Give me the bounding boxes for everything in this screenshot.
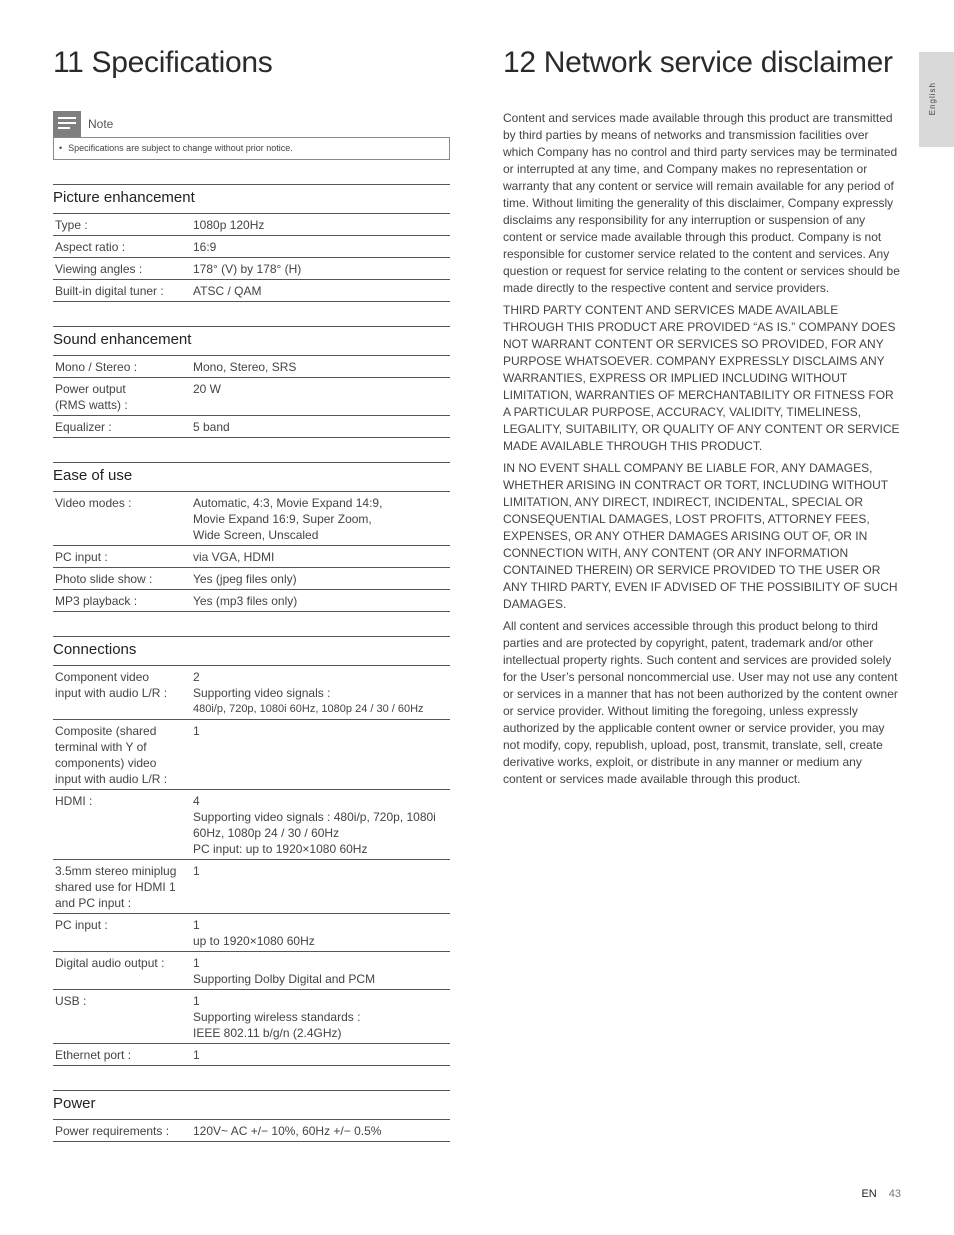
spec-section-title: Power: [53, 1091, 450, 1120]
language-tab: [919, 52, 954, 147]
spec-value-line: Supporting Dolby Digital and PCM: [193, 972, 376, 986]
spec-row: [53, 666, 450, 720]
spec-key-line: Photo slide show :: [55, 572, 153, 586]
spec-row: [53, 860, 450, 914]
spec-key-line: HDMI :: [55, 794, 93, 808]
spec-key-line: Built-in digital tuner :: [55, 284, 164, 298]
spec-key: [53, 568, 191, 590]
spec-key-line: shared use for HDMI 1: [55, 880, 176, 894]
spec-table: [53, 214, 450, 302]
spec-key-line: Equalizer :: [55, 420, 112, 434]
spec-key-line: Power requirements :: [55, 1124, 170, 1138]
spec-value-line: 1: [193, 956, 200, 970]
spec-value-line: PC input: up to 1920×1080 60Hz: [193, 842, 368, 856]
spec-key: [53, 378, 191, 416]
spec-table: [53, 492, 450, 612]
spec-key: [53, 590, 191, 612]
spec-value-line: Automatic, 4:3, Movie Expand 14:9,: [193, 496, 383, 510]
spec-value: [191, 1120, 450, 1142]
spec-row: [53, 492, 450, 546]
note-bullet: •: [59, 143, 63, 153]
spec-key: [53, 914, 191, 952]
spec-row: [53, 790, 450, 860]
spec-value-line: ATSC / QAM: [193, 284, 262, 298]
spec-value-line: 60Hz, 1080p 24 / 30 / 60Hz: [193, 826, 340, 840]
spec-section-title: Picture enhancement: [53, 185, 450, 214]
spec-key: [53, 236, 191, 258]
spec-key-line: Component video: [55, 670, 150, 684]
spec-value-line: 4: [193, 794, 200, 808]
page-footer: [861, 1188, 901, 1200]
spec-section: [53, 184, 450, 302]
spec-value-line: 480i/p, 720p, 1080i 60Hz, 1080p 24 / 30 / 60Hz: [193, 703, 424, 715]
spec-value: [191, 280, 450, 302]
chapter-title-disclaimer: [503, 44, 900, 82]
spec-value-line: 5 band: [193, 420, 230, 434]
spec-value-line: 1: [193, 918, 200, 932]
spec-section: [53, 636, 450, 1066]
spec-key-line: USB :: [55, 994, 87, 1008]
spec-value-line: 16:9: [193, 240, 217, 254]
spec-key-line: Viewing angles :: [55, 262, 143, 276]
spec-value: [191, 214, 450, 236]
spec-value: [191, 356, 450, 378]
spec-value-line: Mono, Stereo, SRS: [193, 360, 297, 374]
footer-language: EN: [861, 1188, 877, 1200]
spec-value-line: 1: [193, 1048, 200, 1062]
spec-row: [53, 280, 450, 302]
note-box: [53, 137, 450, 160]
spec-value-line: Supporting video signals :: [193, 686, 331, 700]
spec-value: [191, 416, 450, 438]
spec-row: [53, 914, 450, 952]
spec-value: [191, 258, 450, 280]
spec-key: [53, 214, 191, 236]
spec-section: [53, 326, 450, 438]
spec-key: [53, 1120, 191, 1142]
spec-value: [191, 546, 450, 568]
spec-value-line: via VGA, HDMI: [193, 550, 275, 564]
spec-value-line: 20 W: [193, 382, 222, 396]
spec-value-line: 1: [193, 994, 200, 1008]
spec-key-line: (RMS watts) :: [55, 398, 128, 412]
spec-key: [53, 280, 191, 302]
spec-row: [53, 990, 450, 1044]
spec-key: [53, 790, 191, 860]
spec-section: [53, 1090, 450, 1142]
spec-value: [191, 860, 450, 914]
spec-row: [53, 356, 450, 378]
spec-key: [53, 720, 191, 790]
spec-key-line: PC input :: [55, 550, 108, 564]
spec-row: [53, 1120, 450, 1142]
page-number: 43: [888, 1188, 901, 1200]
chapter-title-specifications: [53, 44, 450, 82]
spec-key: [53, 258, 191, 280]
disclaimer-body: [503, 110, 900, 788]
spec-key-line: Aspect ratio :: [55, 240, 126, 254]
chapter-title-text: Specifications: [91, 46, 273, 79]
spec-key-line: MP3 playback :: [55, 594, 138, 608]
note-block: [53, 111, 450, 160]
spec-key-line: Power output: [55, 382, 126, 396]
spec-value-line: 1080p 120Hz: [193, 218, 265, 232]
spec-key: [53, 546, 191, 568]
spec-value: [191, 236, 450, 258]
spec-key-line: input with audio L/R :: [55, 772, 168, 786]
disclaimer-paragraph: THIRD PARTY CONTENT AND SERVICES MADE AVAILABLE THROUGH THIS PRODUCT ARE PROVIDED “AS IS.” COMPANY DOES NOT WARRANT CONTENT OR SERVICES SO PROVIDED, FOR ANY PURPOSE WHATSOEVER. COMPANY EXPRESSLY DISCLAIMS ANY WARRANTIES, EXPRESS OR IMPLIED INCLUDING WITHOUT LIMITATION, WARRANTIES OF MERCHANTABILITY OR FITNESS FOR A PARTICULAR PURPOSE, ACCURACY, VALIDITY, TIMELINESS, LEGALITY, SUITABILITY, OR QUALITY OF ANY CONTENT OR SERVICE MADE AVAILABLE THROUGH THIS PRODUCT.: [503, 303, 900, 453]
spec-value: [191, 492, 450, 546]
spec-table: [53, 1120, 450, 1142]
spec-sections: [53, 184, 450, 1142]
spec-section-title: Sound enhancement: [53, 327, 450, 356]
chapter-number: 11: [53, 46, 84, 79]
chapter-title-text: Network service disclaimer: [543, 46, 893, 79]
spec-row: [53, 952, 450, 990]
note-icon: [53, 111, 81, 137]
spec-table: [53, 356, 450, 438]
spec-key: [53, 990, 191, 1044]
spec-key: [53, 416, 191, 438]
spec-key-line: Video modes :: [55, 496, 132, 510]
spec-value-line: Yes (jpeg files only): [193, 572, 297, 586]
spec-key-line: Digital audio output :: [55, 956, 165, 970]
spec-value: [191, 378, 450, 416]
spec-value: [191, 1044, 450, 1066]
spec-value-line: 178° (V) by 178° (H): [193, 262, 302, 276]
spec-value-line: 1: [193, 724, 200, 738]
spec-key-line: PC input :: [55, 918, 108, 932]
spec-key-line: and PC input :: [55, 896, 132, 910]
disclaimer-paragraph: All content and services accessible through this product belong to third parties and are protected by copyright, patent, trademark and/or other intellectual property rights. Such content and services are provided solely for the User’s personal noncommercial use. User may not use any content or services in a manner that has not been authorized by the content owner or service provider. Without limiting the foregoing, unless expressly authorized by the applicable content owner or service provider, you may not modify, copy, republish, upload, post, transmit, translate, sell, create derivative works, exploit, or distribute in any manner or medium any content or services made available through this product.: [503, 619, 898, 786]
spec-row: [53, 1044, 450, 1066]
note-header: [53, 111, 450, 137]
spec-key-line: input with audio L/R :: [55, 686, 168, 700]
spec-key-line: Type :: [55, 218, 88, 232]
spec-value-line: 120V~ AC +/− 10%, 60Hz +/− 0.5%: [193, 1124, 382, 1138]
spec-key: [53, 492, 191, 546]
spec-key: [53, 1044, 191, 1066]
spec-value: [191, 990, 450, 1044]
spec-row: [53, 568, 450, 590]
spec-key: [53, 860, 191, 914]
spec-row: [53, 258, 450, 280]
spec-value-line: Yes (mp3 files only): [193, 594, 298, 608]
spec-section-title: Ease of use: [53, 463, 450, 492]
language-tab-label: English: [928, 82, 937, 116]
spec-row: [53, 236, 450, 258]
chapter-number: 12: [503, 46, 536, 79]
spec-value: [191, 790, 450, 860]
spec-value-line: up to 1920×1080 60Hz: [193, 934, 315, 948]
spec-key-line: 3.5mm stereo miniplug: [55, 864, 177, 878]
specifications-column: [53, 44, 450, 1142]
spec-section: [53, 462, 450, 612]
spec-key-line: Composite (shared: [55, 724, 157, 738]
spec-value: [191, 914, 450, 952]
note-label: Note: [88, 117, 114, 131]
spec-value-line: Movie Expand 16:9, Super Zoom,: [193, 512, 372, 526]
spec-table: [53, 666, 450, 1066]
spec-value-line: Supporting video signals : 480i/p, 720p, 1080i: [193, 810, 436, 824]
disclaimer-column: [503, 44, 900, 793]
spec-value-line: Supporting wireless standards :: [193, 1010, 361, 1024]
spec-key-line: Mono / Stereo :: [55, 360, 138, 374]
spec-value: [191, 952, 450, 990]
spec-value: [191, 590, 450, 612]
spec-value-line: IEEE 802.11 b/g/n (2.4GHz): [193, 1026, 342, 1040]
spec-value-line: 1: [193, 864, 200, 878]
spec-value: [191, 666, 450, 720]
spec-row: [53, 720, 450, 790]
spec-section-title: Connections: [53, 637, 450, 666]
spec-row: [53, 214, 450, 236]
spec-row: [53, 546, 450, 568]
note-text: Specifications are subject to change without prior notice.: [68, 143, 293, 153]
spec-value-line: 2: [193, 670, 200, 684]
spec-row: [53, 416, 450, 438]
spec-value: [191, 720, 450, 790]
spec-value: [191, 568, 450, 590]
spec-row: [53, 378, 450, 416]
spec-key-line: terminal with Y of: [55, 740, 147, 754]
spec-value-line: Wide Screen, Unscaled: [193, 528, 319, 542]
spec-key-line: components) video: [55, 756, 157, 770]
spec-key: [53, 356, 191, 378]
spec-key: [53, 952, 191, 990]
spec-row: [53, 590, 450, 612]
spec-key-line: Ethernet port :: [55, 1048, 132, 1062]
spec-key: [53, 666, 191, 720]
disclaimer-paragraph: IN NO EVENT SHALL COMPANY BE LIABLE FOR, ANY DAMAGES, WHETHER ARISING IN CONTRACT OR TORT, INCLUDING WITHOUT LIMITATION, ANY DIRECT, INDIRECT, INCIDENTAL, SPECIAL OR CONSEQUENTIAL DAMAGES, LOST PROFITS, ATTORNEY FEES, EXPENSES, OR ANY OTHER DAMAGES ARISING OUT OF, OR IN CONNECTION WITH, ANY CONTENT (OR ANY INFORMATION CONTAINED THEREIN) OR SERVICE PROVIDED TO THE USER OR ANY THIRD PARTY, EVEN IF ADVISED OF THE POSSIBILITY OF SUCH DAMAGES.: [503, 461, 898, 611]
disclaimer-paragraph: Content and services made available through this product are transmitted by third parties by means of networks and transmission facilities over which Company has no control and third party services may be terminated or interrupted at any time, and Company makes no representation or warranty that any content or service will remain available for any period of time. Without limiting the generality of this disclaimer, Company expressly disclaims any responsibility for any interruption or suspension of any content or service made available through this product. Company is not responsible for customer service related to the content and services. Any question or request for service relating to the content or services should be made directly to the respective content and service providers.: [503, 111, 900, 295]
